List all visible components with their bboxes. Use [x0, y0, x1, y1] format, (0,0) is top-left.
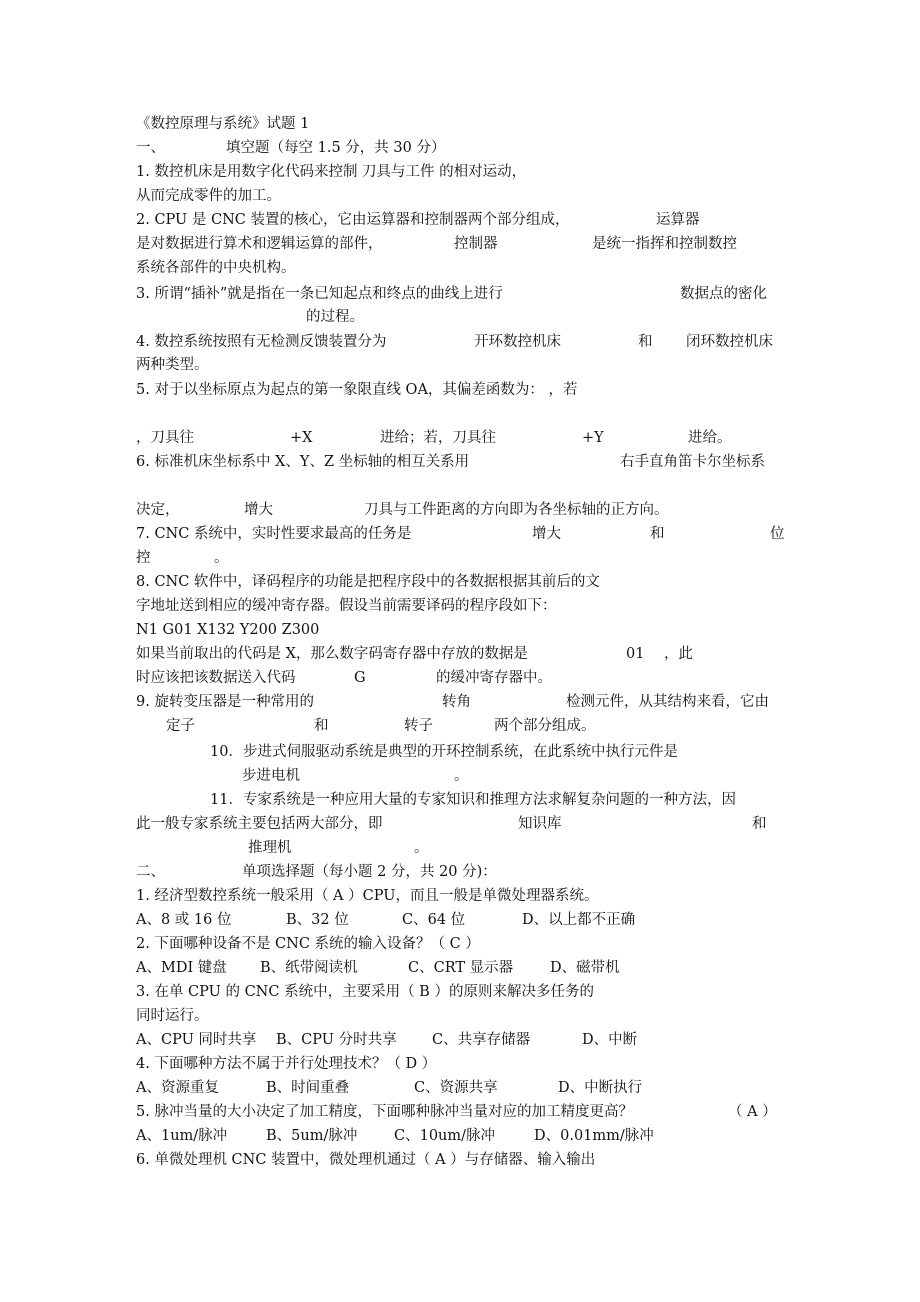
text-segment: 时应该把该数据送入代码 [136, 670, 296, 686]
text-segment: 定子 [166, 718, 195, 734]
text-segment: C、资源共享 [414, 1080, 498, 1096]
text-segment: B、5um/脉冲 [266, 1128, 358, 1144]
text-segment: 和 [314, 718, 329, 734]
text-segment: 2. 下面哪种设备不是 CNC 系统的输入设备？（ C ） [136, 936, 480, 952]
text-segment: 进给；若，刀具往 [380, 430, 496, 446]
text-segment: C、共享存储器 [432, 1032, 531, 1048]
text-segment: 11．专家系统是一种应用大量的专家知识和推理方法求解复杂问题的一种方法，因 [210, 792, 736, 808]
text-segment: +Y [582, 430, 604, 446]
text-segment: 9. 旋转变压器是一种常用的 [136, 694, 314, 710]
text-segment: 8. CNC 软件中，译码程序的功能是把程序段中的各数据根据其前后的文 [136, 574, 600, 590]
text-segment: 4. 数控系统按照有无检测反馈装置分为 [136, 334, 387, 350]
text-segment: 4. 下面哪种方法不属于并行处理技术？（ D ） [136, 1056, 437, 1072]
text-line [0, 884, 920, 908]
text-segment: 闭环数控机床 [686, 334, 773, 350]
text-segment: 字地址送到相应的缓冲寄存器。假设当前需要译码的程序段如下： [136, 598, 557, 614]
text-segment: 。 [454, 768, 469, 784]
text-segment: A、CPU 同时共享 [136, 1032, 257, 1048]
text-segment: 同时运行。 [136, 1008, 209, 1024]
text-segment: （ A ） [728, 1104, 777, 1120]
text-line [0, 232, 920, 256]
text-line [0, 305, 920, 329]
text-line [0, 330, 920, 354]
text-line [0, 764, 920, 788]
text-line [0, 570, 920, 594]
text-line [0, 184, 920, 208]
text-segment: 二、 [136, 864, 165, 880]
text-line [0, 282, 920, 306]
text-line [0, 160, 920, 184]
text-segment: 一、 [136, 140, 165, 156]
text-segment: 刀具与工件距离的方向即为各坐标轴的正方向。 [364, 502, 669, 518]
text-line [0, 956, 920, 980]
text-segment: 两个部分组成。 [494, 718, 596, 734]
text-line [0, 642, 920, 666]
text-segment: 10．步进式伺服驱动系统是典型的开环控制系统，在此系统中执行元件是 [210, 744, 678, 760]
text-segment: 增大 [244, 502, 273, 518]
text-line [0, 208, 920, 232]
text-line [0, 1076, 920, 1100]
text-line [0, 1028, 920, 1052]
text-segment: D、磁带机 [550, 960, 620, 976]
text-line [0, 980, 920, 1004]
text-segment: 6. 标准机床坐标系中 X、Y、Z 坐标轴的相互关系用 [136, 454, 470, 470]
text-segment: 如果当前取出的代码是 X，那么数字码寄存器中存放的数据是 [136, 646, 528, 662]
text-segment: 2. CPU 是 CNC 装置的核心，它由运算器和控制器两个部分组成， [136, 212, 570, 228]
text-line [0, 618, 920, 642]
text-segment: 的缓冲寄存器中。 [436, 670, 552, 686]
text-segment: 此一般专家系统主要包括两大部分，即 [136, 816, 383, 832]
text-segment: 和 [638, 334, 653, 350]
text-segment: 转子 [404, 718, 433, 734]
text-segment: 填空题（每空 1.5 分，共 30 分） [226, 140, 446, 156]
text-segment: 和 [650, 526, 665, 542]
text-segment: 6. 单微处理机 CNC 装置中，微处理机通过（ A ）与存储器、输入输出 [136, 1152, 596, 1168]
text-segment: 。 [214, 550, 229, 566]
text-line [0, 353, 920, 377]
text-line [0, 740, 920, 764]
text-segment: 1. 经济型数控系统一般采用（ A ）CPU，而且一般是单微处理器系统。 [136, 888, 599, 904]
text-segment: B、32 位 [286, 912, 349, 928]
text-line [0, 1124, 920, 1148]
text-segment: A、资源重复 [136, 1080, 219, 1096]
text-segment: 检测元件，从其结构来看，它由 [566, 694, 769, 710]
text-segment: 位 [770, 526, 785, 542]
text-segment: 知识库 [518, 816, 562, 832]
text-segment: B、CPU 分时共享 [276, 1032, 397, 1048]
text-segment: +X [290, 430, 313, 446]
text-line [0, 378, 920, 402]
text-segment: B、纸带阅读机 [260, 960, 358, 976]
text-segment: D、以上都不正确 [522, 912, 636, 928]
text-segment: 01 [626, 646, 645, 662]
text-segment: 增大 [532, 526, 561, 542]
text-segment: C、64 位 [402, 912, 466, 928]
text-segment: 数据点的密化 [680, 286, 767, 302]
text-segment: 7. CNC 系统中，实时性要求最高的任务是 [136, 526, 412, 542]
text-segment: ，此 [664, 646, 693, 662]
text-segment: B、时间重叠 [266, 1080, 350, 1096]
text-segment: 1. 数控机床是用数字化代码来控制 刀具与工件 的相对运动， [136, 164, 527, 180]
text-segment: 推理机 [248, 840, 292, 856]
text-segment: 开环数控机床 [474, 334, 561, 350]
text-line [0, 666, 920, 690]
text-line [0, 112, 920, 136]
text-line [0, 1004, 920, 1028]
text-segment: 是统一指挥和控制数控 [592, 236, 737, 252]
text-line [0, 812, 920, 836]
text-line [0, 714, 920, 738]
text-segment: G [354, 670, 366, 686]
text-line [0, 1052, 920, 1076]
text-segment: 系统各部件的中央机构。 [136, 260, 296, 276]
text-segment: C、10um/脉冲 [394, 1128, 496, 1144]
text-segment: 进给。 [688, 430, 732, 446]
text-line [0, 594, 920, 618]
text-segment: 5. 脉冲当量的大小决定了加工精度，下面哪种脉冲当量对应的加工精度更高？ [136, 1104, 633, 1120]
text-line [0, 256, 920, 280]
text-line [0, 136, 920, 160]
text-segment: 右手直角笛卡尔坐标系 [620, 454, 765, 470]
text-segment: A、MDI 键盘 [136, 960, 227, 976]
text-line [0, 836, 920, 860]
text-segment: 决定， [136, 502, 180, 518]
text-line [0, 450, 920, 474]
text-segment: 《数控原理与系统》试题 1 [136, 116, 310, 132]
text-segment: 从而完成零件的加工。 [136, 188, 281, 204]
text-segment: 转角 [442, 694, 471, 710]
text-segment: 的过程。 [306, 309, 364, 325]
text-segment: 单项选择题（每小题 2 分，共 20 分)： [242, 864, 497, 880]
text-line [0, 1100, 920, 1124]
text-line [0, 788, 920, 812]
text-segment: 。 [414, 840, 429, 856]
text-line [0, 546, 920, 570]
text-segment: 3. 在单 CPU 的 CNC 系统中，主要采用（ B ）的原则来解决多任务的 [136, 984, 594, 1000]
text-segment: C、CRT 显示器 [408, 960, 514, 976]
text-segment: D、中断 [582, 1032, 638, 1048]
text-segment: D、中断执行 [558, 1080, 643, 1096]
text-segment: 步进电机 [242, 768, 300, 784]
text-segment: 两种类型。 [136, 357, 209, 373]
text-line [0, 426, 920, 450]
text-segment: 和 [752, 816, 767, 832]
text-segment: 3. 所谓“插补”就是指在一条已知起点和终点的曲线上进行 [136, 286, 503, 302]
text-line [0, 522, 920, 546]
text-line [0, 1148, 920, 1172]
text-segment: N1 G01 X132 Y200 Z300 [136, 622, 320, 638]
text-segment: 控制器 [454, 236, 498, 252]
text-segment: 运算器 [656, 212, 700, 228]
text-line [0, 690, 920, 714]
text-line [0, 860, 920, 884]
text-line [0, 932, 920, 956]
text-segment: A、8 或 16 位 [136, 912, 232, 928]
text-segment: ，刀具往 [136, 430, 194, 446]
text-segment: 控 [136, 550, 151, 566]
text-segment: 5. 对于以坐标原点为起点的第一象限直线 OA，其偏差函数为： ，若 [136, 382, 578, 398]
text-segment: D、0.01mm/脉冲 [534, 1128, 654, 1144]
text-segment: 是对数据进行算术和逻辑运算的部件， [136, 236, 383, 252]
text-line [0, 498, 920, 522]
text-line [0, 908, 920, 932]
text-segment: A、1um/脉冲 [136, 1128, 228, 1144]
